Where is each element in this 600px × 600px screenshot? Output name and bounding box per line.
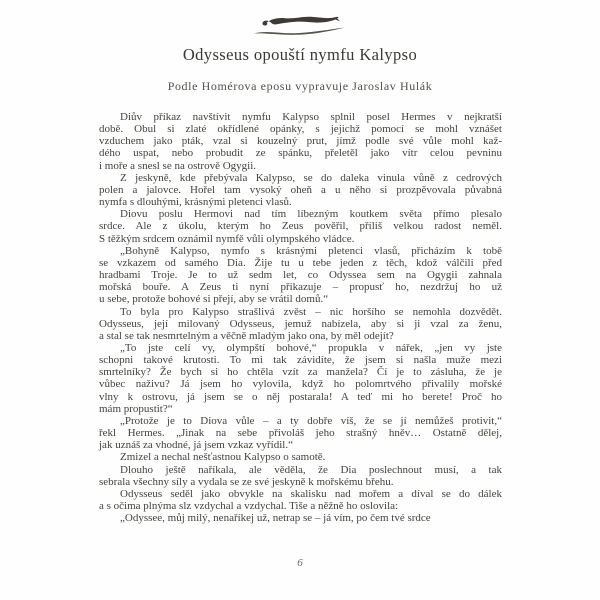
text-line: jak uznáš za vhodné, já jsem vzkaz vyřídil.“ bbox=[99, 439, 293, 452]
text-line: se vzkazem od samého Dia. Žije tu u tebe jeden z těch, kdož válčili před bbox=[99, 256, 502, 269]
text-line: mám propustit?“ bbox=[99, 402, 173, 415]
text-line: Zmizel a nechal nešťastnou Kalypso o samotě. bbox=[120, 451, 326, 464]
text-line: srdce. Ale z úkolu, kterým ho Zeus pověřil, příliš velkou radost neměl. bbox=[99, 220, 502, 233]
text-line: Diův příkaz navštívit nymfu Kalypso splnil posel Hermes v nejkratší bbox=[120, 111, 502, 123]
text-line: Dlouho ještě naříkala, ale věděla, že Dia poslechnout musí, a tak bbox=[120, 463, 502, 476]
text-line: řekl Hermes. „Jinak na sebe přivoláš jeho strašný hněv… Ostatně dělej, bbox=[99, 427, 502, 440]
text-line: „Protože je to Diova vůle – a ty dobře víš, že se jí nemůžeš protivit,“ bbox=[120, 414, 502, 427]
text-line: a stal se tak nesmrtelným a věčně mladým jako ona, by měl odejít? bbox=[99, 329, 394, 342]
text-line: smrtelníky? Že bych si ho chtěla vzít za manžela? Čí je to zásluha, že je bbox=[99, 366, 502, 379]
chapter-title: Odysseus opouští nymfu Kalypso bbox=[182, 45, 418, 64]
text-line: „Odyssee, můj milý, nenaříkej už, netrap se – já vím, po čem tvé srdce bbox=[120, 512, 431, 525]
text-line: Odysseus, její milovaný Odysseus, jemuž nabízela, aby si ji vzal za ženu, bbox=[99, 317, 502, 330]
text-line: době. Obul si zlaté okřídlené opánky, s jejichž pomocí se mohl vznášet bbox=[99, 123, 502, 136]
paragraph bbox=[99, 512, 502, 524]
text-line: vzduchem jako pták, vzal si kouzelný prut, jímž podle své vůle mohl kaž- bbox=[99, 135, 502, 148]
flourish-ornament-icon bbox=[250, 10, 350, 49]
paragraph bbox=[99, 111, 502, 172]
text-line: polen a jalovce. Hořel tam vysoký oheň a u něho si prozpěvovala půvabná bbox=[99, 183, 502, 196]
paragraph bbox=[99, 451, 502, 463]
text-line: „To jste celí vy, olympští bohové,“ propukla v nářek, „jen vy jste bbox=[120, 341, 502, 354]
paragraph bbox=[99, 415, 502, 451]
text-line: nymfa s dlouhými, krásnými pletenci vlasů. bbox=[99, 196, 292, 209]
paragraph bbox=[99, 245, 502, 306]
text-block bbox=[99, 111, 502, 524]
text-line: dého uspat, nebo probudit ze spánku, přeletěl jako vítr celou pevninu bbox=[99, 147, 502, 160]
text-line: hradbami Troje. Je to už sedm let, co Odyssea sem na Ogygii zahnala bbox=[99, 269, 502, 282]
text-line: schopni takové krutosti. To mi tak závidíte, že jsem si našla muže mezi bbox=[99, 354, 502, 367]
text-line: sebrala všechny síly a vydala se ze své jeskyně k mořskému břehu. bbox=[99, 475, 394, 488]
text-line: i moře a snesl se na ostrově Ogygii. bbox=[99, 159, 257, 172]
text-line: To byla pro Kalypso strašlivá zvěst – nic horšího se nemohla dozvědět. bbox=[120, 305, 502, 318]
paragraph bbox=[99, 172, 502, 208]
paragraph bbox=[99, 208, 502, 244]
paragraph bbox=[99, 464, 502, 488]
text-line: „Bohyně Kalypso, nymfo s krásnými pletenci vlasů, přicházím k tobě bbox=[120, 244, 502, 257]
text-line: vůbec naživu? Já jsem ho vylovila, když ho polomrtvého přivalily mořské bbox=[99, 378, 502, 391]
text-line: Z jeskyně, kde přebývala Kalypso, se do daleka vinula vůně z cedrových bbox=[120, 171, 502, 184]
page-number: 6 bbox=[297, 557, 303, 569]
text-line: Diovu poslu Hermovi nad tím líbezným koutkem světa přímo plesalo bbox=[120, 208, 502, 221]
text-line: vlny k ostrovu, já jsem se o něj postarala! A teď mi ho berete! Proč ho bbox=[99, 390, 502, 403]
text-line: mořská bouře. A Zeus ti nyní přikazuje – propusť ho, nezdržuj ho už bbox=[99, 281, 502, 294]
text-line: a s očima plnýma slz vzdychal a vzdychal. Tiše a něžně ho oslovila: bbox=[99, 500, 399, 512]
text-line: Odysseus seděl jako obvykle na skalisku nad mořem a díval se do dálek bbox=[120, 487, 502, 500]
paragraph bbox=[99, 488, 502, 512]
paragraph bbox=[99, 342, 502, 415]
chapter-subtitle: Podle Homérova eposu vypravuje Jaroslav Hulák bbox=[167, 79, 433, 93]
paragraph bbox=[99, 306, 502, 342]
text-line: S těžkým srdcem oznámil nymfě vůli olympského vládce. bbox=[99, 232, 355, 245]
text-line: u sebe, protože bohové si přejí, aby se vrátil domů.“ bbox=[99, 293, 329, 306]
